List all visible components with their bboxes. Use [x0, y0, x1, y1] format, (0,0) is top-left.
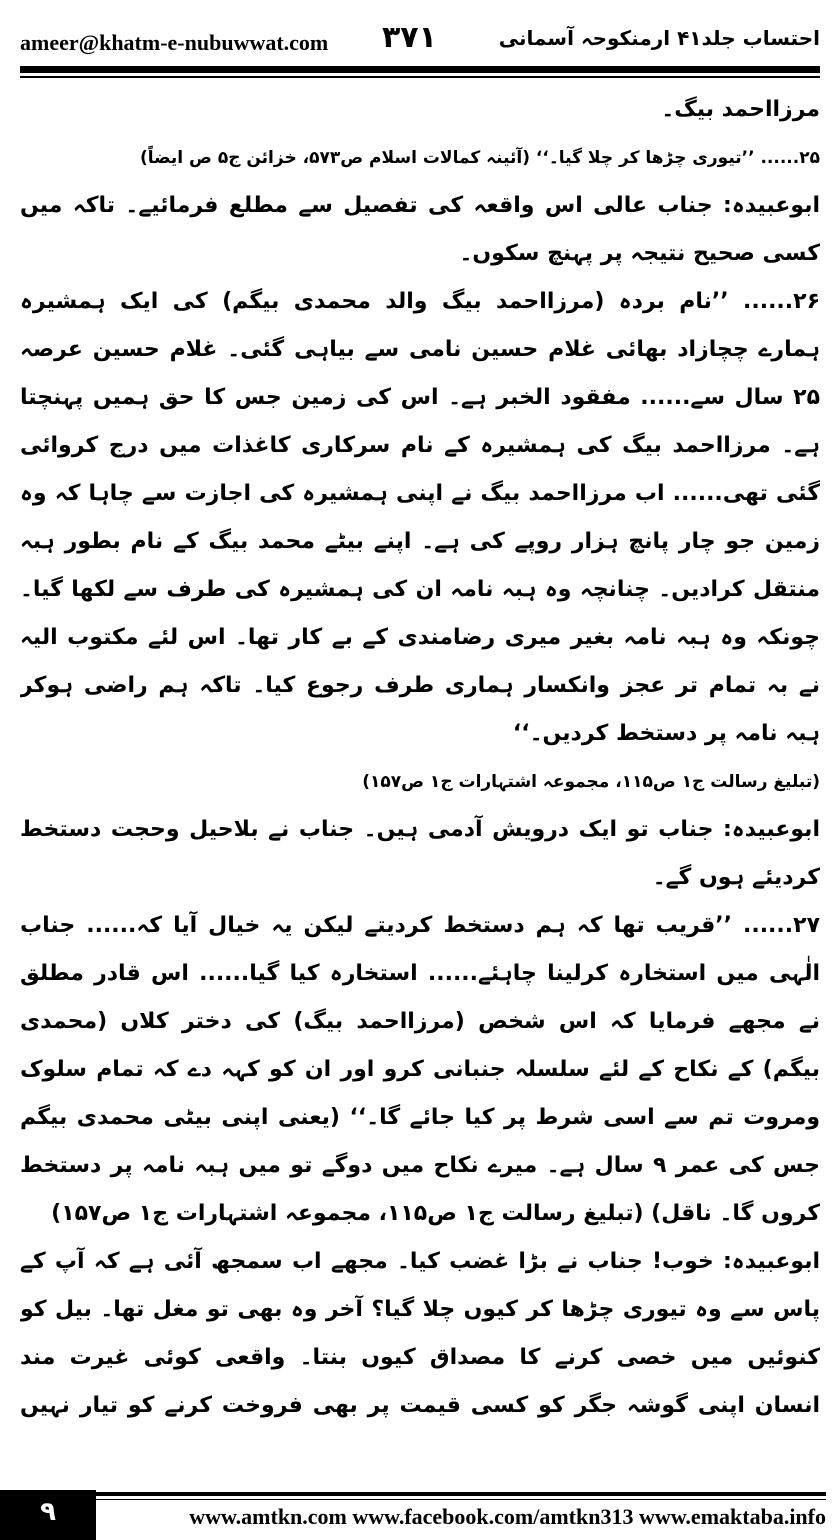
header-rule-thick [20, 66, 820, 73]
header-rule-thin [20, 76, 820, 78]
footer-rule-thick [96, 1492, 826, 1496]
header-email: ameer@khatm-e-nubuwwat.com [20, 30, 329, 55]
paragraph-7: ۲۷...... ’’قریب تھا کہ ہم دستخط کردیتے لیکن یہ خیال آیا کہ...... جناب الٰہی میں استخارہ کرلینا چاہئے...... استخارہ کیا گیا...... اس قادر مطلق نے مجھے فرمایا کہ اس شخص (مرزااحمد بیگ) کی دختر کلاں (محمدی بیگم) کے نکاح کے لئے سلسلہ جنبانی کرو اور ان کو کہہ دے کہ تمام سلوک ومروت تم سے اسی شرط پر کیا جائے گا۔‘‘ (یعنی اپنی بیٹی محمدی بیگم جس کی عمر ۹ سال ہے۔ میرے نکاح میں دوگے تو میں ہبہ نامہ پر دستخط کروں گا۔ ناقل) (تبلیغ رسالت ج۱ ص۱۱۵، مجموعہ اشتہارات ج۱ ص۱۵۷) [20, 913, 820, 1226]
paragraph-2: ۲۵...... ’’تیوری چڑھا کر چلا گیا۔‘‘ (آئینہ کمالات اسلام ص۵۷۳، خزائن ج۵ ص ایضاً) [139, 148, 820, 168]
footer-page-number: ۹ [0, 1490, 96, 1540]
paragraph-1: مرزااحمد بیگ۔ [661, 97, 820, 122]
page-header [20, 18, 820, 66]
header-page-number: ۳۷۱ [382, 20, 437, 55]
paragraph-3: ابوعبیدہ: جناب عالی اس واقعہ کی تفصیل سے مطلع فرمائیے۔ تاکہ میں کسی صحیح نتیجہ پر پہنچ سکوں۔ [20, 193, 820, 266]
body-text [20, 86, 820, 1426]
header-book-title: احتساب جلد۴۱ ارمنکوحہ آسمانی [498, 26, 820, 50]
paragraph-6: ابوعبیدہ: جناب تو ایک درویش آدمی ہیں۔ جناب نے بلاحیل وحجت دستخط کردیئے ہوں گے۔ [20, 817, 820, 890]
paragraph-8: ابوعبیدہ: خوب! جناب نے بڑا غضب کیا۔ مجھے اب سمجھ آئی ہے کہ آپ کے پاس سے وہ تیوری چڑھا کر کیوں چلا گیا؟ آخر وہ بھی تو مغل تھا۔ بیل کو کنوئیں میں خصی کرنے کا مصداق کیوں بنتا۔ واقعی کوئی غیرت مند انسان اپنی گوشہ جگر کو کسی قیمت پر بھی فروخت کرنے کو تیار نہیں [20, 1249, 820, 1418]
paragraph-5: (تبلیغ رسالت ج۱ ص۱۱۵، مجموعہ اشتہارات ج۱ ص۱۵۷) [362, 772, 820, 792]
paragraph-4: ۲۶...... ’’نام بردہ (مرزااحمد بیگ والد محمدی بیگم) کی ایک ہمشیرہ ہمارے چچازاد بھائی غلام حسین نامی سے بیاہی گئی۔ غلام حسین عرصہ ۲۵ سال سے...... مفقود الخبر ہے۔ اس کی زمین جس کا حق ہمیں پہنچتا ہے۔ مرزااحمد بیگ کی ہمشیرہ کے نام سرکاری کاغذات میں درج کروائی گئی تھی...... اب مرزااحمد بیگ نے اپنی ہمشیرہ کی اجازت سے چاہا کہ وہ زمین جو چار پانچ ہزار روپے کی ہے۔ اپنے بیٹے محمد بیگ کے نام بطور ہبہ منتقل کرادیں۔ چنانچہ وہ ہبہ نامہ ان کی ہمشیرہ کی طرف سے لکھا گیا۔ چونکہ وہ ہبہ نامہ بغیر میری رضامندی کے بے کار تھا۔ اس لئے مکتوب الیہ نے بہ تمام تر عجز وانکسار ہماری طرف رجوع کیا۔ تاکہ ہم راضی ہوکر ہبہ نامہ پر دستخط کردیں۔‘‘ [20, 289, 820, 746]
footer-rule-thin [96, 1499, 826, 1500]
footer-urls: www.amtkn.com www.facebook.com/amtkn313 www.emaktaba.info [189, 1504, 826, 1529]
